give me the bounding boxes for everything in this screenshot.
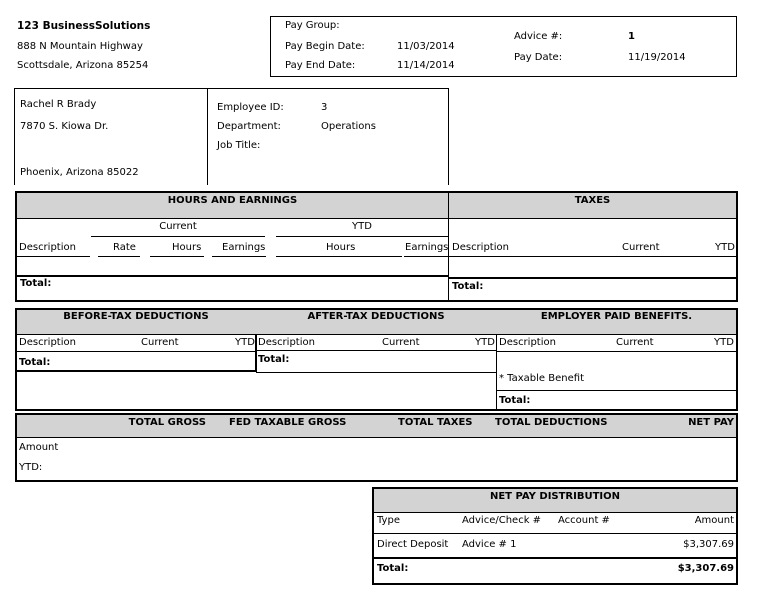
pay-group-label: Pay Group: (285, 20, 340, 31)
distribution-row-type: Direct Deposit (377, 539, 449, 550)
earnings-col-rule-earnings (212, 256, 266, 257)
earnings-col-rule-description (17, 256, 90, 257)
employee-address-line2: Phoenix, Arizona 85022 (20, 167, 139, 178)
earnings-col-rate: Rate (113, 242, 136, 253)
distribution-header-rule (374, 512, 736, 513)
pay-begin-date-value: 11/03/2014 (397, 41, 455, 52)
company-address-line2: Scottsdale, Arizona 85254 (17, 60, 149, 71)
earnings-col-rule-ytd-hours (276, 256, 402, 257)
earnings-col-rule-rate (98, 256, 140, 257)
summary-amount-label: Amount (19, 442, 59, 453)
earnings-total-rule (17, 275, 449, 277)
before-tax-total-label: Total: (19, 357, 51, 368)
distribution-row-amount: $3,307.69 (683, 539, 734, 550)
employee-name: Rachel R Brady (20, 99, 97, 110)
after-tax-total-rule (256, 372, 497, 373)
before-tax-right-edge (255, 334, 257, 372)
distribution-total-label: Total: (377, 563, 409, 574)
pay-end-date-label: Pay End Date: (285, 60, 356, 71)
net-pay-distribution-title: NET PAY DISTRIBUTION (489, 491, 621, 502)
summary-total-deductions: TOTAL DEDUCTIONS (495, 417, 608, 428)
earnings-col-ytd-earnings: Earnings (405, 242, 449, 253)
earnings-current-group-label: Current (159, 221, 197, 232)
distribution-total-rule (374, 557, 736, 559)
taxes-title: TAXES (574, 195, 611, 206)
summary-ytd-label: YTD: (19, 462, 43, 473)
employer-benefits-title: EMPLOYER PAID BENEFITS. (540, 311, 693, 322)
after-tax-col-current: Current (382, 337, 420, 348)
taxes-col-description: Description (452, 242, 509, 253)
summary-fed-taxable-gross: FED TAXABLE GROSS (229, 417, 347, 428)
advice-number-label: Advice #: (514, 31, 563, 42)
employee-box-divider (207, 88, 208, 185)
taxes-total-rule (449, 277, 736, 279)
earnings-ytd-group-label: YTD (352, 221, 372, 232)
distribution-col-amount: Amount (694, 515, 734, 526)
earnings-header-rule (17, 218, 736, 219)
before-tax-title: BEFORE-TAX DEDUCTIONS (63, 311, 209, 322)
before-tax-total-rule (17, 370, 256, 372)
after-tax-total-label: Total: (258, 354, 290, 365)
earnings-ytd-group-rule (276, 236, 448, 237)
summary-total-taxes: TOTAL TAXES (398, 417, 473, 428)
earnings-col-earnings: Earnings (222, 242, 266, 253)
department-label: Department: (217, 121, 281, 132)
advice-number-value: 1 (628, 31, 635, 42)
pay-date-label: Pay Date: (514, 52, 563, 63)
earnings-total-label: Total: (20, 278, 52, 289)
distribution-col-account: Account # (558, 515, 610, 526)
employer-benefits-total-rule (497, 390, 736, 391)
after-tax-title: AFTER-TAX DEDUCTIONS (307, 311, 445, 322)
employer-benefits-total-label: Total: (499, 395, 531, 406)
before-tax-col-description: Description (19, 337, 76, 348)
taxes-col-rule (449, 256, 736, 257)
before-tax-col-ytd: YTD (235, 337, 255, 348)
taxes-total-label: Total: (452, 281, 484, 292)
earnings-current-group-rule (91, 236, 265, 237)
pay-begin-date-label: Pay Begin Date: (285, 41, 365, 52)
taxes-col-ytd: YTD (715, 242, 735, 253)
employer-benefits-col-description: Description (499, 337, 556, 348)
earnings-col-hours: Hours (172, 242, 202, 253)
employer-benefits-col-rule (497, 351, 736, 352)
department-value: Operations (321, 121, 376, 132)
after-tax-col-rule (256, 350, 497, 351)
earnings-col-description: Description (19, 242, 76, 253)
employee-id-value: 3 (321, 102, 328, 113)
after-tax-col-description: Description (258, 337, 315, 348)
hours-earnings-title: HOURS AND EARNINGS (167, 195, 298, 206)
employee-address-line1: 7870 S. Kiowa Dr. (20, 121, 109, 132)
distribution-col-type: Type (377, 515, 400, 526)
summary-net-pay: NET PAY (688, 417, 734, 428)
before-tax-col-rule (17, 351, 255, 352)
distribution-col-advice: Advice/Check # (462, 515, 542, 526)
pay-end-date-value: 11/14/2014 (397, 60, 455, 71)
distribution-row-advice: Advice # 1 (462, 539, 517, 550)
after-tax-col-ytd: YTD (475, 337, 495, 348)
employer-benefits-left-edge (496, 334, 497, 409)
summary-total-gross: TOTAL GROSS (128, 417, 206, 428)
employee-id-label: Employee ID: (217, 102, 284, 113)
company-name: 123 BusinessSolutions (17, 20, 151, 32)
pay-date-value: 11/19/2014 (628, 52, 686, 63)
job-title-label: Job Title: (217, 140, 261, 151)
taxes-col-current: Current (622, 242, 660, 253)
deductions-header-rule (17, 334, 736, 335)
distribution-col-rule (374, 533, 736, 534)
taxable-benefit-note: * Taxable Benefit (499, 373, 584, 384)
company-address-line1: 888 N Mountain Highway (17, 41, 143, 52)
before-tax-col-current: Current (141, 337, 179, 348)
summary-header-rule (17, 437, 736, 438)
earnings-col-rule-hours (150, 256, 204, 257)
earnings-col-ytd-hours: Hours (326, 242, 356, 253)
employer-benefits-col-current: Current (616, 337, 654, 348)
employer-benefits-col-ytd: YTD (714, 337, 734, 348)
distribution-total-amount: $3,307.69 (677, 563, 734, 574)
earnings-col-rule-ytd-earnings (404, 256, 448, 257)
